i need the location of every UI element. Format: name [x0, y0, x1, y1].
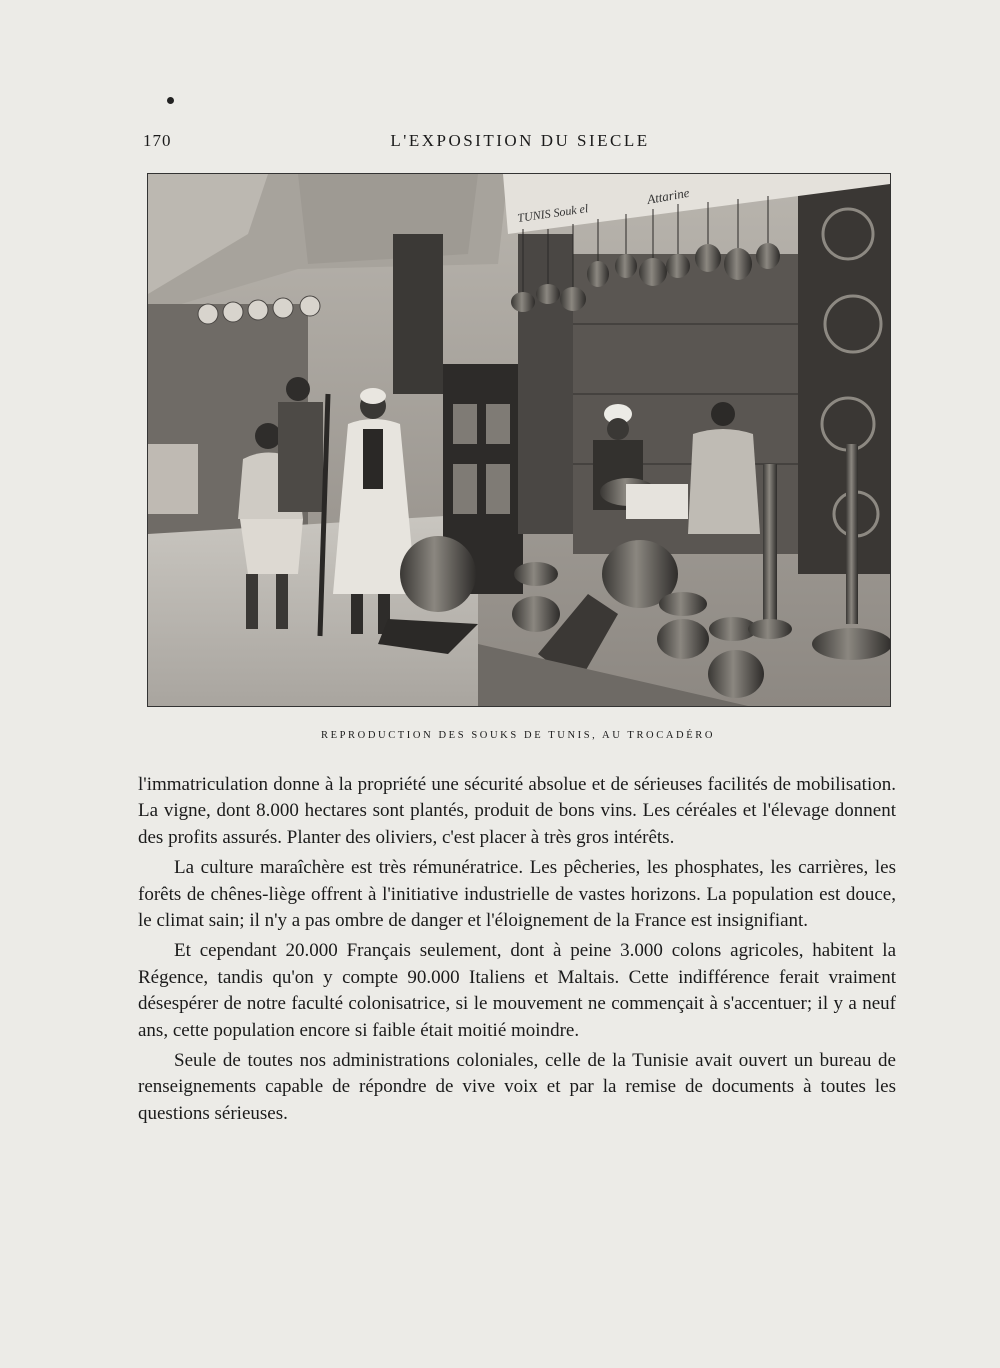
running-title: L'EXPOSITION DU SIECLE: [390, 131, 650, 150]
print-mark: [167, 97, 174, 104]
page-number: 170: [143, 131, 172, 150]
body-text: [138, 772, 896, 1131]
banner-text-2: Attarine: [645, 184, 691, 207]
paragraph: La culture maraîchère est très rémunératrice. Les pêcheries, les phosphates, les carrières, les forêts de chênes-liège offrent à l'initiative industrielle de vastes horizons. La population est douce, le climat sain; il n'y a pas ombre de danger et l'éloignement de la France est insignifiant.: [138, 857, 896, 932]
souk-photograph: [147, 173, 891, 707]
paragraph: l'immatriculation donne à la propriété une sécurité absolue et de sérieuses facilités de mobilisation. La vigne, dont 8.000 hectares sont plantés, produit de bons vins. Les céréales et l'élevage donnent des profits assurés. Planter des oliviers, c'est placer à très gros intérêts.: [138, 774, 896, 848]
photo-drawing: [148, 174, 890, 706]
paragraph: Et cependant 20.000 Français seulement, dont à peine 3.000 colons agricoles, habitent la Régence, tandis qu'on y compte 90.000 Italiens et Maltais. Cette indifférence ferait vraiment désespérer de notre faculté colonisatrice, si le mouvement ne commençait à s'accentuer; il y a neuf ans, cette population encore si faible était moitié moindre.: [138, 940, 896, 1041]
figure-caption: REPRODUCTION DES SOUKS DE TUNIS, AU TROCADÉRO: [320, 730, 715, 741]
banner-text-1: TUNIS Souk el: [516, 201, 590, 225]
paragraph: Seule de toutes nos administrations coloniales, celle de la Tunisie avait ouvert un bureau de renseignements capable de répondre de vive voix et par la remise de documents à toutes les questions sérieuses.: [138, 1050, 896, 1124]
